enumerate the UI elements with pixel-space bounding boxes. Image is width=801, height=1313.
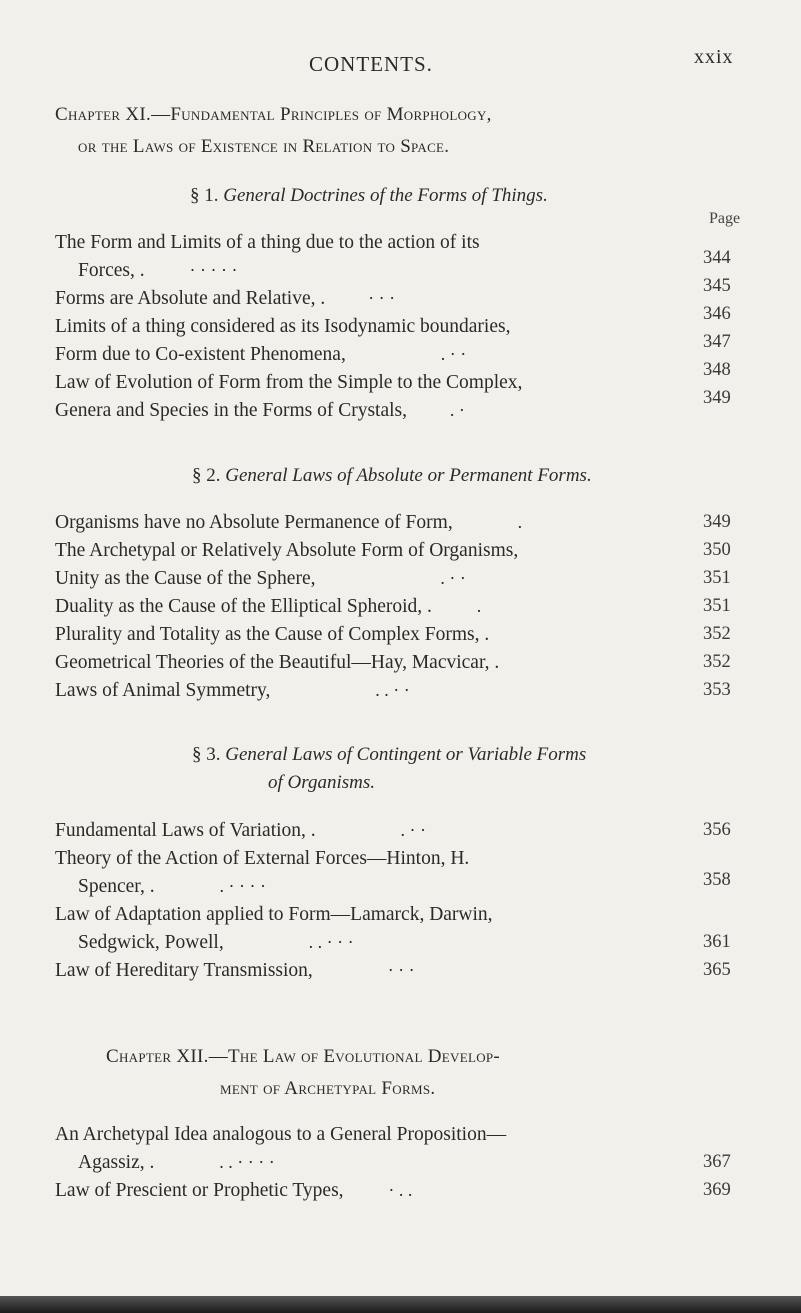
toc-entry <box>55 596 481 618</box>
section-title: General Laws of Contingent or Variable Forms <box>225 744 587 765</box>
toc-page-number: 365 <box>703 960 731 980</box>
toc-page-number: 345 <box>703 276 731 296</box>
toc-page-number: 369 <box>703 1180 731 1200</box>
entry-text: Agassiz, . <box>78 1152 155 1173</box>
toc-entry <box>55 960 415 982</box>
toc-entry <box>55 820 426 842</box>
section-3-heading <box>192 744 586 766</box>
toc-page-number: 344 <box>703 248 731 268</box>
toc-entry: Theory of the Action of External Forces—Hinton, H. <box>55 848 470 869</box>
page-column-label: Page <box>709 210 741 227</box>
section-title: General Doctrines of the Forms of Things. <box>223 185 548 206</box>
section-title: General Laws of Absolute or Permanent Forms. <box>225 465 592 486</box>
toc-entry: Geometrical Theories of the Beautiful—Hay, Macvicar, . <box>55 652 500 673</box>
leader-dots: . . · · · <box>308 932 354 952</box>
toc-entry <box>55 512 522 534</box>
toc-entry <box>55 1180 412 1202</box>
entry-text: Forms are Absolute and Relative, . <box>55 288 326 309</box>
scan-edge-band <box>0 1296 801 1313</box>
toc-entry: Plurality and Totality as the Cause of Complex Forms, . <box>55 624 490 645</box>
toc-entry: Law of Evolution of Form from the Simple to the Complex, <box>55 372 523 393</box>
entry-text: Form due to Co-existent Phenomena, <box>55 344 346 365</box>
entry-text: Unity as the Cause of the Sphere, <box>55 568 316 589</box>
toc-page-number: 347 <box>703 332 731 352</box>
leader-dots: · . . <box>388 1180 413 1200</box>
toc-entry <box>55 680 410 702</box>
toc-page-number: 356 <box>703 820 731 840</box>
section-marker: § 2. <box>192 465 221 486</box>
toc-page-number: 367 <box>703 1152 731 1172</box>
toc-page-number: 350 <box>703 540 731 560</box>
toc-entry <box>55 400 465 422</box>
leader-dots: . · · <box>400 820 427 840</box>
leader-dots: . · · <box>440 568 466 588</box>
entry-text: Sedgwick, Powell, <box>78 932 224 953</box>
toc-page-number: 352 <box>703 652 731 672</box>
entry-text: Law of Prescient or Prophetic Types, <box>55 1180 344 1201</box>
chapter-12-title-line1: Chapter XII.—The Law of Evolutional Develop- <box>106 1046 501 1067</box>
toc-entry: The Archetypal or Relatively Absolute Form of Organisms, <box>55 540 519 561</box>
toc-page-number: 352 <box>703 624 731 644</box>
entry-text: Forces, . <box>78 260 145 281</box>
toc-page-number: 348 <box>703 360 731 380</box>
chapter-11-title-line1: Chapter XI.—Fundamental Principles of Morphology, <box>55 104 492 125</box>
entry-text: Genera and Species in the Forms of Crystals, <box>55 400 408 421</box>
toc-page-number: 349 <box>703 512 731 532</box>
leader-dots: . · · · · <box>219 876 267 896</box>
toc-entry <box>78 932 354 954</box>
leader-dots: . . · · <box>375 680 410 700</box>
section-2-heading <box>192 465 592 487</box>
leader-dots: · · · <box>368 288 396 308</box>
entry-text: Laws of Animal Symmetry, <box>55 680 271 701</box>
section-marker: § 1. <box>190 185 219 206</box>
entry-text: Law of Hereditary Transmission, <box>55 960 313 981</box>
toc-entry: Limits of a thing considered as its Isodynamic boundaries, <box>55 316 511 337</box>
section-3-heading-line2 <box>268 772 375 794</box>
toc-page-number: 353 <box>703 680 731 700</box>
toc-page-number: 351 <box>703 568 731 588</box>
toc-entry: An Archetypal Idea analogous to a General Proposition— <box>55 1124 507 1145</box>
chapter-11-title-line2: or the Laws of Existence in Relation to Space. <box>78 136 450 157</box>
toc-entry <box>78 1152 275 1174</box>
toc-page-number: 346 <box>703 304 731 324</box>
running-head: CONTENTS. <box>309 52 433 76</box>
leader-dots: · · · <box>387 960 415 980</box>
toc-entry <box>55 288 395 310</box>
page-number: xxix <box>694 46 734 68</box>
chapter-12-title-line2: ment of Archetypal Forms. <box>220 1078 436 1099</box>
leader-dots: . <box>517 512 523 532</box>
entry-text: Fundamental Laws of Variation, . <box>55 820 316 841</box>
toc-entry: Law of Adaptation applied to Form—Lamarck, Darwin, <box>55 904 493 925</box>
section-title: of Organisms. <box>268 772 375 793</box>
toc-entry <box>55 344 466 366</box>
leader-dots: . · <box>449 400 465 420</box>
leader-dots: . · · <box>440 344 467 364</box>
entry-text: Duality as the Cause of the Elliptical Spheroid, . <box>55 596 432 617</box>
toc-entry: The Form and Limits of a thing due to the action of its <box>55 232 480 253</box>
toc-page-number: 349 <box>703 388 731 408</box>
section-1-heading <box>190 185 548 207</box>
toc-page-number: 361 <box>703 932 731 952</box>
toc-entry <box>78 260 237 282</box>
toc-entry <box>55 568 466 590</box>
entry-text: Spencer, . <box>78 876 155 897</box>
toc-page-number: 358 <box>703 870 731 890</box>
leader-dots: . . · · · · <box>219 1152 275 1172</box>
toc-entry <box>78 876 266 898</box>
entry-text: Organisms have no Absolute Permanence of Form, <box>55 512 453 533</box>
toc-page-number: 351 <box>703 596 731 616</box>
leader-dots: . <box>476 596 482 616</box>
section-marker: § 3. <box>192 744 221 765</box>
leader-dots: · · · · · <box>189 260 238 280</box>
